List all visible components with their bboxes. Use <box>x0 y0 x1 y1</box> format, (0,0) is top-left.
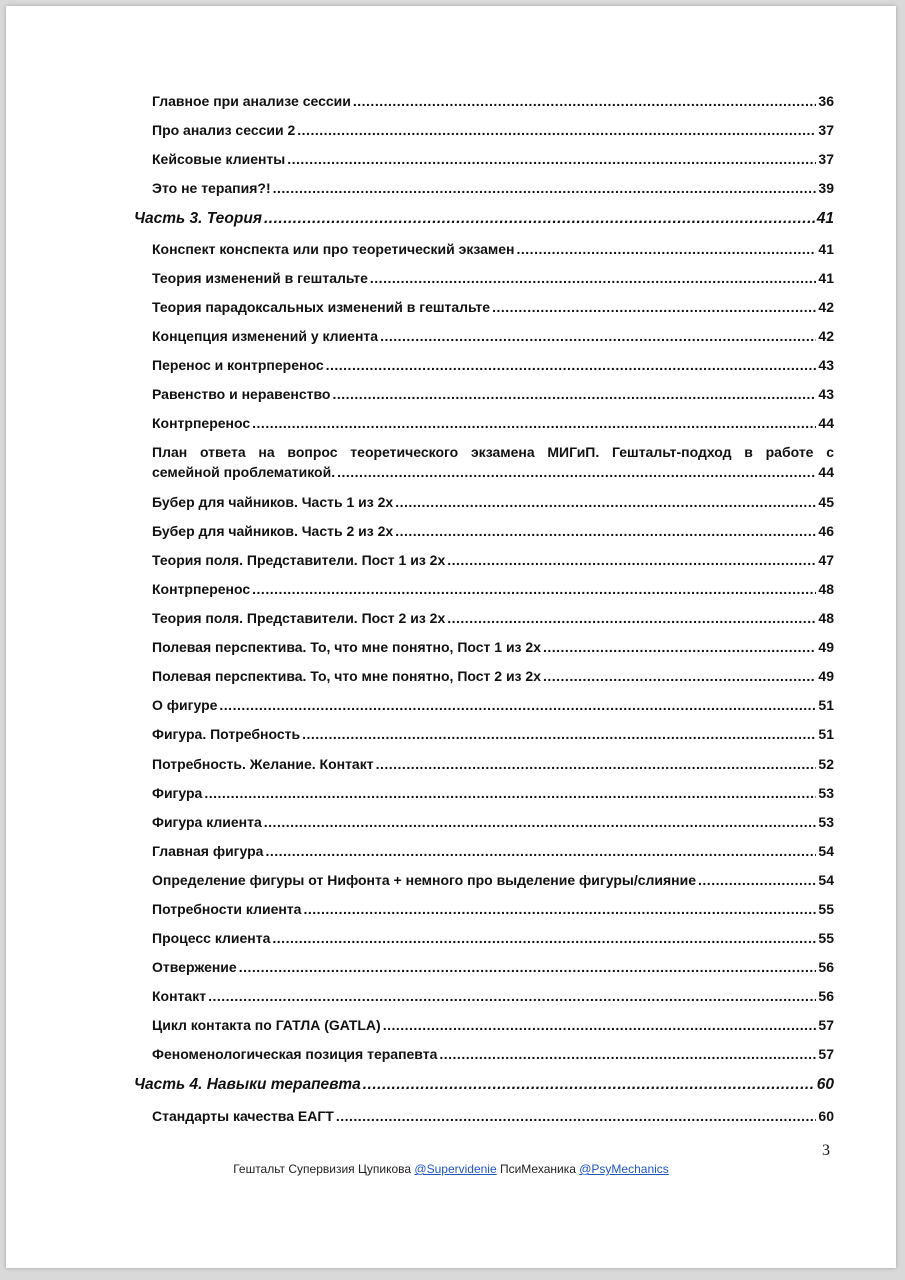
toc-entry-page: 56 <box>818 988 834 1004</box>
toc-entry-title: Бубер для чайников. Часть 1 из 2х <box>152 494 394 510</box>
toc-entry[interactable] <box>152 988 834 1004</box>
toc-entry-page: 39 <box>818 180 834 196</box>
toc-entry-title: Стандарты качества ЕАГТ <box>152 1108 334 1124</box>
toc-entry-title: Главная фигура <box>152 843 264 859</box>
toc-entry[interactable] <box>152 151 834 167</box>
toc-entry-page: 51 <box>818 697 834 713</box>
toc-entry-title: Фигура. Потребность <box>152 726 301 742</box>
toc-entry-title: Цикл контакта по ГАТЛА (GATLA) <box>152 1017 381 1033</box>
dot-leader <box>383 1017 817 1033</box>
dot-leader <box>447 552 816 568</box>
toc-entry-page: 46 <box>818 523 834 539</box>
toc-entry-title: Потребность. Желание. Контакт <box>152 756 374 772</box>
toc-entry[interactable] <box>152 122 834 138</box>
dot-leader <box>252 415 816 431</box>
dot-leader <box>303 901 816 917</box>
toc-entry-page: 49 <box>818 668 834 684</box>
table-of-contents <box>6 6 896 1268</box>
toc-entry-title: Теория парадоксальных изменений в гештальте <box>152 299 491 315</box>
dot-leader <box>492 299 816 315</box>
toc-entry-title: Отвержение <box>152 959 237 975</box>
dot-leader <box>439 1046 816 1062</box>
toc-entry-page: 45 <box>818 494 834 510</box>
toc-entry-page: 41 <box>818 270 834 286</box>
toc-entry[interactable] <box>152 610 834 626</box>
toc-entry[interactable] <box>152 901 834 917</box>
toc-entry-page: 37 <box>818 122 834 138</box>
toc-entry[interactable] <box>152 959 834 975</box>
toc-entry-title: Перенос и контрперенос <box>152 357 324 373</box>
toc-entry[interactable] <box>152 180 834 196</box>
toc-entry-title: Главное при анализе сессии <box>152 93 351 109</box>
toc-entry-title: Феноменологическая позиция терапевта <box>152 1046 438 1062</box>
page-footer <box>6 1162 896 1176</box>
dot-leader <box>370 270 817 286</box>
toc-entry-title: Фигура клиента <box>152 814 262 830</box>
toc-entry-page: 56 <box>818 959 834 975</box>
toc-entry-page: 42 <box>818 328 834 344</box>
toc-entry-title-line1: План ответа на вопрос теоретического экзамена МИГиП. Гештальт-подход в работе с <box>152 444 834 460</box>
toc-entry-title: Полевая перспектива. То, что мне понятно, Пост 2 из 2х <box>152 668 541 684</box>
toc-entry[interactable] <box>152 386 834 402</box>
toc-entry-page: 51 <box>818 726 834 742</box>
toc-entry[interactable] <box>152 523 834 539</box>
toc-entry-title: Процесс клиента <box>152 930 271 946</box>
footer-text: Гештальт Супервизия Цупикова <box>233 1162 415 1176</box>
dot-leader <box>517 241 817 257</box>
toc-entry-title: Фигура <box>152 785 203 801</box>
toc-entry[interactable] <box>152 930 834 946</box>
toc-entry[interactable] <box>152 785 834 801</box>
toc-entry-page: 60 <box>816 1076 834 1093</box>
toc-entry[interactable] <box>152 1046 834 1062</box>
toc-entry[interactable] <box>152 1108 834 1124</box>
toc-entry[interactable] <box>152 552 834 568</box>
toc-entry-page: 55 <box>818 901 834 917</box>
dot-leader <box>219 697 816 713</box>
toc-entry-page: 49 <box>818 639 834 655</box>
toc-entry[interactable] <box>152 357 834 373</box>
toc-entry-title: Потребности клиента <box>152 901 302 917</box>
dot-leader <box>287 151 816 167</box>
toc-entry-page: 53 <box>818 814 834 830</box>
toc-entry-page: 60 <box>818 1108 834 1124</box>
dot-leader <box>297 122 816 138</box>
toc-entry[interactable] <box>152 1017 834 1033</box>
toc-entry-page: 54 <box>818 843 834 859</box>
dot-leader <box>543 639 816 655</box>
dot-leader <box>395 494 816 510</box>
toc-entry-page: 41 <box>818 241 834 257</box>
toc-entry[interactable] <box>152 726 834 742</box>
toc-entry-title: Контрперенос <box>152 581 251 597</box>
dot-leader <box>264 210 815 228</box>
toc-entry[interactable] <box>152 814 834 830</box>
dot-leader <box>239 959 817 975</box>
toc-entry[interactable] <box>152 639 834 655</box>
toc-entry-title: Бубер для чайников. Часть 2 из 2х <box>152 523 394 539</box>
toc-entry[interactable] <box>152 444 834 480</box>
document-page <box>6 6 896 1268</box>
toc-entry-page: 48 <box>818 610 834 626</box>
toc-entry[interactable] <box>152 494 834 510</box>
dot-leader <box>273 180 817 196</box>
toc-entry-title: Часть 4. Навыки терапевта <box>134 1076 361 1093</box>
toc-entry-title: Часть 3. Теория <box>134 210 262 227</box>
toc-entry-title: Контрперенос <box>152 415 251 431</box>
dot-leader <box>272 930 816 946</box>
dot-leader <box>252 581 816 597</box>
toc-entry-title-line2: семейной проблематикой. <box>152 464 336 480</box>
toc-entry-page: 55 <box>818 930 834 946</box>
dot-leader <box>395 523 816 539</box>
toc-entry-title: Концепция изменений у клиента <box>152 328 379 344</box>
toc-entry-title: Определение фигуры от Нифонта + немного про выделение фигуры/слияние <box>152 872 697 888</box>
toc-entry-page: 41 <box>816 210 834 227</box>
toc-entry[interactable] <box>152 328 834 344</box>
toc-entry-title: Конспект конспекта или про теоретический экзамен <box>152 241 515 257</box>
toc-entry-title: Кейсовые клиенты <box>152 151 286 167</box>
toc-entry-page: 52 <box>818 756 834 772</box>
toc-entry-title: Про анализ сессии 2 <box>152 122 296 138</box>
toc-entry-title: Теория поля. Представители. Пост 1 из 2х <box>152 552 446 568</box>
dot-leader <box>698 872 816 888</box>
dot-leader <box>380 328 816 344</box>
toc-entry-title: Теория изменений в гештальте <box>152 270 368 286</box>
toc-entry-page: 43 <box>818 386 834 402</box>
page-number: 3 <box>822 1142 830 1159</box>
dot-leader <box>376 756 817 772</box>
dot-leader <box>447 610 816 626</box>
toc-entry-page: 47 <box>818 552 834 568</box>
toc-entry-page: 44 <box>818 415 834 431</box>
toc-entry-page: 48 <box>818 581 834 597</box>
dot-leader <box>337 464 816 480</box>
supervidenie-link[interactable]: @Supervidenie <box>414 1162 497 1176</box>
toc-entry-page: 37 <box>818 151 834 167</box>
toc-entry-page: 42 <box>818 299 834 315</box>
toc-entry-page: 53 <box>818 785 834 801</box>
toc-entry-page: 43 <box>818 357 834 373</box>
dot-leader <box>336 1108 817 1124</box>
dot-leader <box>208 988 816 1004</box>
toc-entry-page: 57 <box>818 1017 834 1033</box>
toc-entry[interactable] <box>152 668 834 684</box>
toc-entry[interactable] <box>152 756 834 772</box>
toc-entry[interactable] <box>152 581 834 597</box>
toc-entry-title: Контакт <box>152 988 207 1004</box>
toc-entry[interactable] <box>152 843 834 859</box>
dot-leader <box>332 386 816 402</box>
footer-text: ПсиМеханика <box>496 1162 580 1176</box>
dot-leader <box>302 726 816 742</box>
toc-entry[interactable] <box>152 299 834 315</box>
toc-entry[interactable] <box>152 93 834 109</box>
dot-leader <box>265 843 816 859</box>
toc-entry[interactable] <box>152 241 834 257</box>
toc-entry[interactable] <box>152 872 834 888</box>
dot-leader <box>204 785 816 801</box>
toc-entry-title: О фигуре <box>152 697 218 713</box>
toc-entry-page: 54 <box>818 872 834 888</box>
dot-leader <box>264 814 817 830</box>
toc-entry-title: Теория поля. Представители. Пост 2 из 2х <box>152 610 446 626</box>
toc-entry[interactable] <box>152 270 834 286</box>
dot-leader <box>326 357 817 373</box>
toc-entry[interactable] <box>152 697 834 713</box>
dot-leader <box>543 668 816 684</box>
dot-leader <box>363 1076 815 1094</box>
toc-part-heading[interactable] <box>134 210 834 228</box>
toc-part-heading[interactable] <box>134 1076 834 1094</box>
toc-entry-title: Равенство и неравенство <box>152 386 331 402</box>
toc-entry-title: Полевая перспектива. То, что мне понятно, Пост 1 из 2х <box>152 639 541 655</box>
toc-entry[interactable] <box>152 415 834 431</box>
toc-entry-page: 36 <box>818 93 834 109</box>
toc-entry-title: Это не терапия?! <box>152 180 271 196</box>
psymechanics-link[interactable]: @PsyMechanics <box>579 1162 669 1176</box>
toc-entry-page: 57 <box>818 1046 834 1062</box>
dot-leader <box>353 93 817 109</box>
toc-entry-page: 44 <box>818 464 834 480</box>
